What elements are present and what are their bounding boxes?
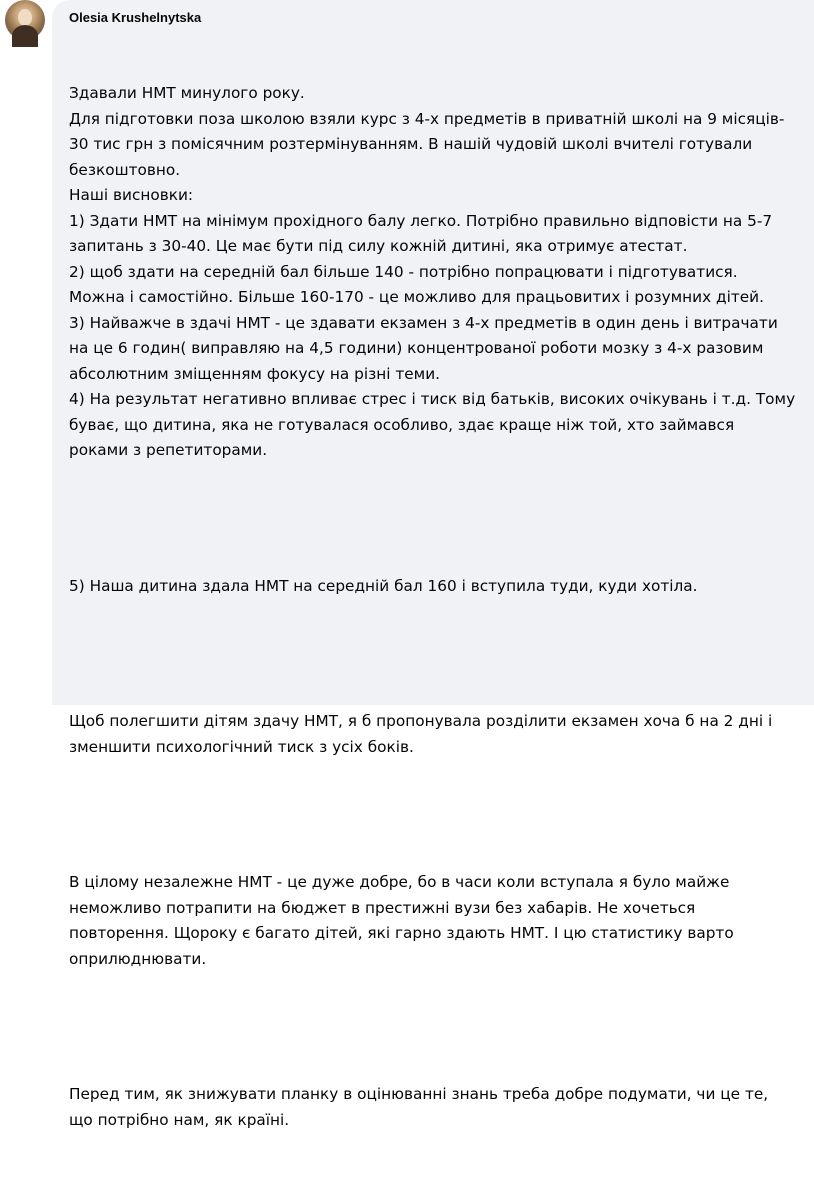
comment-bubble bbox=[52, 0, 814, 1129]
comment-paragraph: Перед тим, як знижувати планку в оцінюванні знань треба добре подумати, чи це те, що потрібно нам, як країні. bbox=[69, 1085, 774, 1129]
paragraph-gap bbox=[69, 811, 796, 819]
avatar-face bbox=[18, 9, 32, 26]
paragraph-gap bbox=[69, 1023, 796, 1031]
comment-author-name[interactable]: Olesia Krushelnytska bbox=[69, 10, 202, 25]
paragraph-gap bbox=[69, 515, 796, 523]
author-avatar[interactable] bbox=[5, 0, 45, 40]
avatar-body bbox=[12, 25, 38, 47]
comment-paragraph: Щоб полегшити дітям здачу НМТ, я б пропонувала розділити екзамен хоча б на 2 дні і зменшити психологічний тиск з усіх боків. bbox=[69, 712, 778, 756]
paragraph-gap bbox=[69, 650, 796, 658]
comment-paragraph: В цілому незалежне НМТ - це дуже добре, бо в часи коли вступала я було майже неможливо потрапити на бюджет в престижні вузи без хабарів. Не хочеться повторення. Щороку є багато дітей, які гарно здають НМТ. І цю статистику варто оприлюднювати. bbox=[69, 873, 739, 968]
comment-paragraph: Здавали НМТ минулого року. Для підготовки поза школою взяли курс з 4-х предметів в приватній школі на 9 місяців- 30 тис грн з помісячним розтермінуванням. В нашій чудовій школі вчителі готували безкоштовно. Наші висновки: 1) Здати НМТ на мінімум прохідного балу легко. Потрібно правильно відповісти на 5-7 запитань з 30-40. Це має бути під силу кожній дитині, яка отримує атестат. 2) щоб здати на середній бал більше 140 - потрібно попрацювати і підготуватися. Можна і самостійно. Більше 160-170 - це можливо для працьовитих і розумних дітей. 3) Найважче в здачі НМТ - це здавати екзамен з 4-х предметів в один день і витрачати на це 6 годин( виправляю на 4,5 години) концентрованої роботи мозку з 4-х разовим абсолютним зміщенням фокусу на різні теми. 4) На результат негативно впливає стрес і тиск від батьків, високих очікувань і т.д. Тому буває, що дитина, яка не готувалася особливо, здає краще ніж той, хто займався роками з репетиторами. bbox=[69, 84, 796, 459]
comment-paragraph: 5) Наша дитина здала НМТ на середній бал 160 і вступила туди, куди хотіла. bbox=[69, 576, 698, 595]
comment-text bbox=[69, 30, 796, 1184]
